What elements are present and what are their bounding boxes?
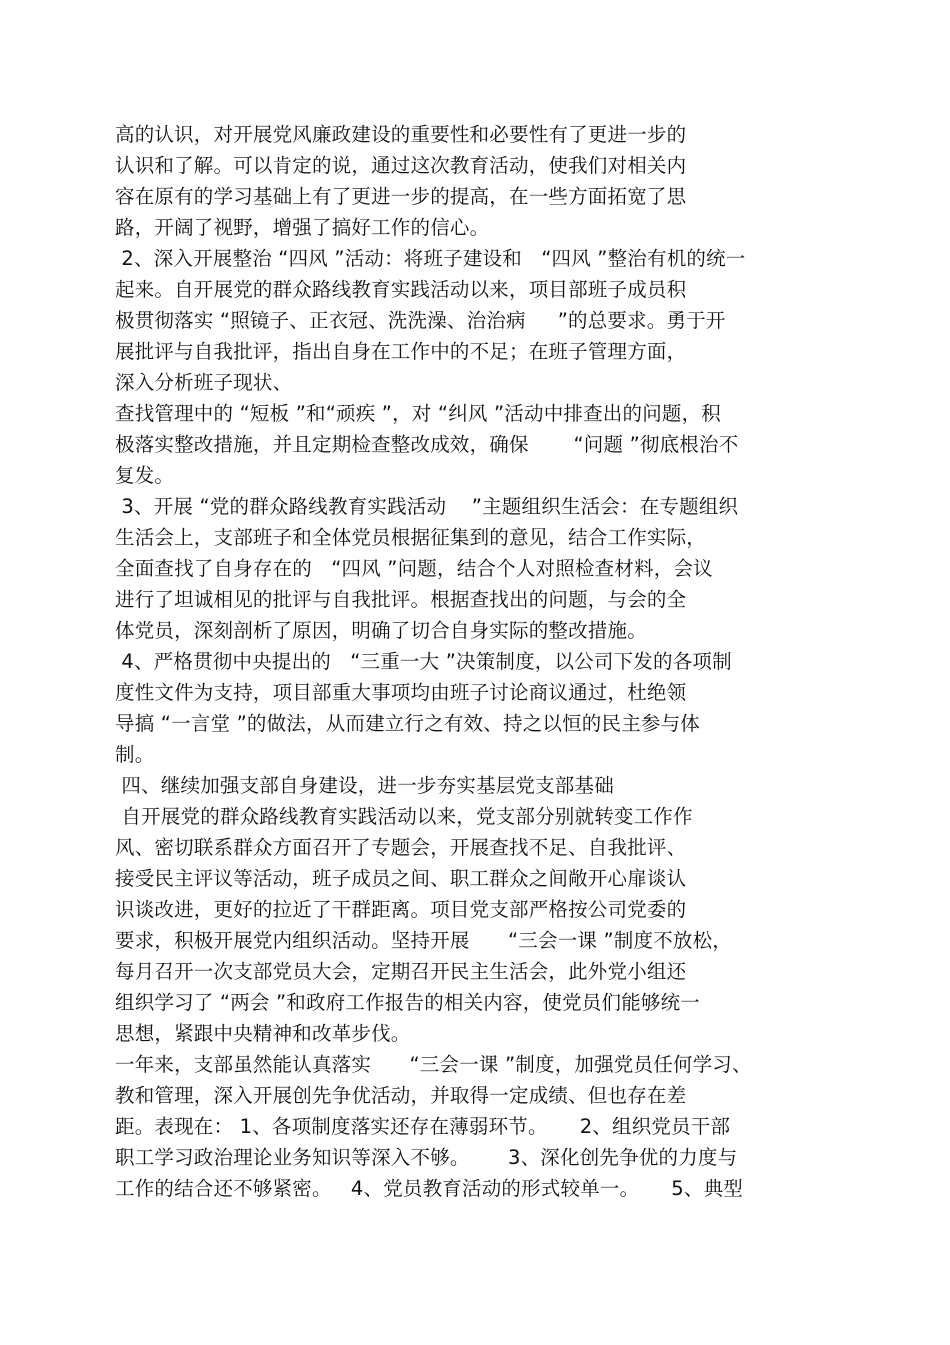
text-line: 进行了坦诚相见的批评与自我批评。根据查找出的问题，与会的全 <box>115 588 687 611</box>
text-line: 工作的结合还不够紧密。 4、党员教育活动的形式较单一。 5、典型 <box>115 1177 744 1200</box>
text-line: 深入分析班子现状、 <box>115 371 293 394</box>
document-body <box>115 119 815 1204</box>
text-line: 每月召开一次支部党员大会，定期召开民主生活会，此外党小组还 <box>115 960 687 983</box>
section-4-heading-line: 4、严格贯彻中央提出的 “三重一大 ”决策制度，以公司下发的各项制 <box>115 650 732 673</box>
section-3-heading-line: 3、开展 “党的群众路线教育实践活动 ”主题组织生活会：在专题组织 <box>115 495 739 518</box>
text-line: 接受民主评议等活动，班子成员之间、职工群众之间敞开心扉谈认 <box>115 867 687 890</box>
text-line: 距。表现在： 1、各项制度落实还存在薄弱环节。 2、组织党员干部 <box>115 1115 731 1138</box>
text-line: 要求，积极开展党内组织活动。坚持开展 “三会一课 ”制度不放松， <box>115 929 732 952</box>
text-line: 全面查找了自身存在的 “四风 ”问题，结合个人对照检查材料，会议 <box>115 557 713 580</box>
text-line: 度性文件为支持，项目部重大事项均由班子讨论商议通过，杜绝领 <box>115 681 687 704</box>
text-line: 生活会上，支部班子和全体党员根据征集到的意见，结合工作实际， <box>115 526 707 549</box>
text-line: 教和管理，深入开展创先争优活动，并取得一定成绩、但也存在差 <box>115 1084 687 1107</box>
text-line: 容在原有的学习基础上有了更进一步的提高，在一些方面拓宽了思 <box>115 185 687 208</box>
text-line: 查找管理中的 “短板 ”和“顽疾 ”，对 “纠风 ”活动中排查出的问题，积 <box>115 402 722 425</box>
text-line: 极落实整改措施，并且定期检查整改成效，确保 “问题 ”彻底根治不 <box>115 433 739 456</box>
text-line: 复发。 <box>115 464 175 487</box>
text-line: 认识和了解。可以肯定的说，通过这次教育活动，使我们对相关内 <box>115 154 687 177</box>
text-line: 展批评与自我批评，指出自身在工作中的不足；在班子管理方面， <box>115 340 687 363</box>
text-line: 思想，紧跟中央精神和改革步伐。 <box>115 1022 411 1045</box>
text-line: 职工学习政治理论业务知识等深入不够。 3、深化创先争优的力度与 <box>115 1146 738 1169</box>
text-line: 极贯彻落实 “照镜子、正衣冠、洗洗澡、治治病 ”的总要求。勇于开 <box>115 309 726 332</box>
text-line: 组织学习了 “两会 ”和政府工作报告的相关内容，使党员们能够统一 <box>115 991 701 1014</box>
text-line: 起来。自开展党的群众路线教育实践活动以来，项目部班子成员积 <box>115 278 687 301</box>
section-heading-four: 四、继续加强支部自身建设，进一步夯实基层党支部基础 <box>115 774 614 797</box>
text-line: 体党员，深刻剖析了原因，明确了切合自身实际的整改措施。 <box>115 619 647 642</box>
text-line: 风、密切联系群众方面召开了专题会，开展查找不足、自我批评、 <box>115 836 687 859</box>
section-2-heading-line: 2、深入开展整治 “四风 ”活动：将班子建设和 “四风 ”整治有机的统一 <box>115 247 746 270</box>
text-line: 自开展党的群众路线教育实践活动以来，党支部分别就转变工作作 <box>115 805 693 828</box>
text-line: 高的认识，对开展党风廉政建设的重要性和必要性有了更进一步的 <box>115 123 687 146</box>
text-line: 路，开阔了视野，增强了搞好工作的信心。 <box>115 216 490 239</box>
text-line: 导搞 “一言堂 ”的做法，从而建立行之有效、持之以恒的民主参与体 <box>115 712 701 735</box>
text-line: 制。 <box>115 743 155 766</box>
text-line: 识谈改进，更好的拉近了干群距离。项目党支部严格按公司党委的 <box>115 898 687 921</box>
text-line: 一年来，支部虽然能认真落实 “三会一课 ”制度，加强党员任何学习、 <box>115 1053 752 1076</box>
